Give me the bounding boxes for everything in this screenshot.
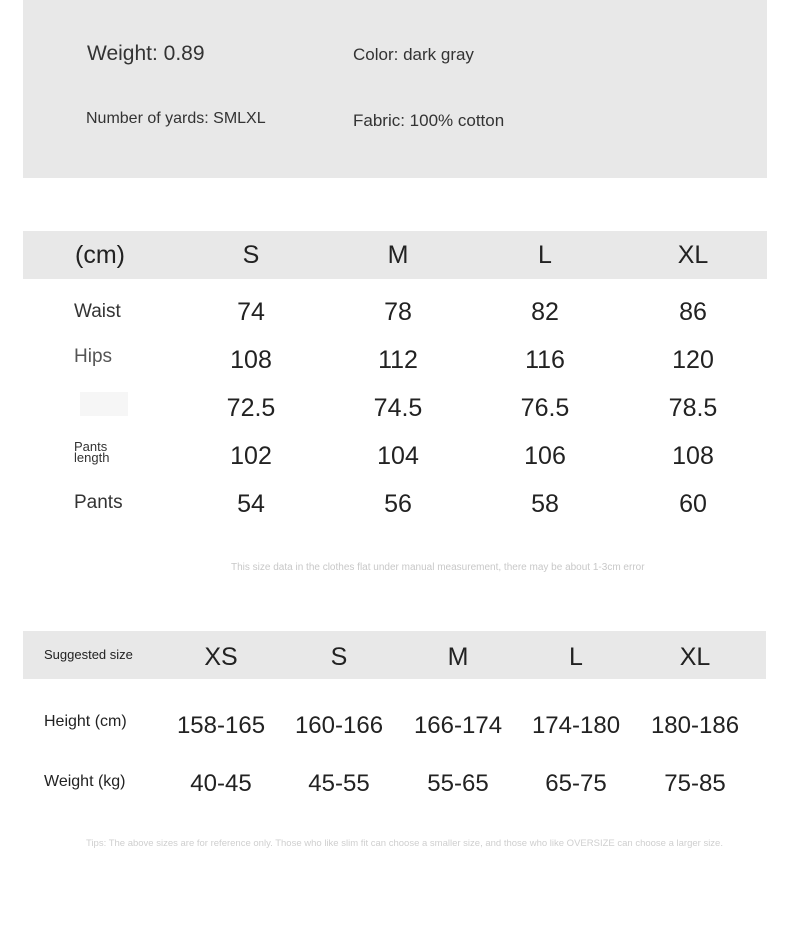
size-header-s: S <box>242 241 260 269</box>
table-cell: 45-55 <box>308 770 370 797</box>
row-label-hips: Hips <box>74 346 113 367</box>
table-cell: 56 <box>384 490 412 518</box>
size-header-l: L <box>538 241 552 269</box>
row-label-weight: Weight (kg) <box>44 773 126 790</box>
row-label-line: Pants <box>74 439 108 454</box>
table-cell: 120 <box>672 346 714 374</box>
table-cell: 116 <box>525 346 565 374</box>
table-cell: 78 <box>384 298 412 326</box>
table-cell: 65-75 <box>545 770 607 797</box>
table-cell: 74.5 <box>373 394 423 422</box>
color-text: Color: dark gray <box>353 45 474 64</box>
row-label-waist: Waist <box>74 301 121 322</box>
suggest-size-xl: XL <box>679 643 711 671</box>
table-cell: 160-166 <box>294 712 384 739</box>
table-cell: 86 <box>679 298 707 326</box>
table-cell: 60 <box>679 490 707 518</box>
table-cell: 106 <box>524 442 566 470</box>
suggest-size-m: M <box>447 643 469 671</box>
table-cell: 74 <box>237 298 265 326</box>
suggested-size-header: Suggested size <box>44 647 133 662</box>
table-cell: 174-180 <box>531 712 621 739</box>
table-cell: 40-45 <box>190 770 252 797</box>
table-cell: 112 <box>378 346 418 374</box>
table-cell: 78.5 <box>668 394 718 422</box>
table-cell: 58 <box>531 490 559 518</box>
row-label-line: length <box>74 450 110 465</box>
table-cell: 104 <box>377 442 419 470</box>
table-cell: 108 <box>672 442 714 470</box>
table-cell: 166-174 <box>413 712 503 739</box>
suggest-table-header-band <box>23 631 766 679</box>
row-label-pants: Pants <box>74 492 123 513</box>
unit-header: (cm) <box>75 241 125 269</box>
fabric-text: Fabric: 100% cotton <box>353 111 505 130</box>
table-cell: 54 <box>237 490 265 518</box>
table-cell: 72.5 <box>226 394 276 422</box>
suggest-size-l: L <box>569 643 583 671</box>
blank-label-cell <box>80 392 128 416</box>
product-info-panel <box>23 0 767 178</box>
measurement-note: This size data in the clothes flat under manual measurement, there may be about 1-3cm error <box>231 562 645 573</box>
weight-text: Weight: 0.89 <box>87 42 205 65</box>
table-cell: 108 <box>230 346 272 374</box>
table-cell: 158-165 <box>176 712 266 739</box>
tips-note: Tips: The above sizes are for reference only. Those who like slim fit can choose a smaller size, and those who like OVERSIZE can choose a larger size. <box>86 838 723 849</box>
table-cell: 82 <box>531 298 559 326</box>
size-header-xl: XL <box>677 241 709 269</box>
yards-text: Number of yards: SMLXL <box>86 110 266 127</box>
size-header-m: M <box>387 241 409 269</box>
table-cell: 55-65 <box>427 770 489 797</box>
row-label-height: Height (cm) <box>44 713 127 730</box>
row-label-pants-length <box>74 441 109 463</box>
table-cell: 180-186 <box>650 712 740 739</box>
table-cell: 76.5 <box>520 394 570 422</box>
suggest-size-xs: XS <box>204 643 238 671</box>
suggest-size-s: S <box>330 643 348 671</box>
table-cell: 75-85 <box>664 770 726 797</box>
table-cell: 102 <box>230 442 272 470</box>
